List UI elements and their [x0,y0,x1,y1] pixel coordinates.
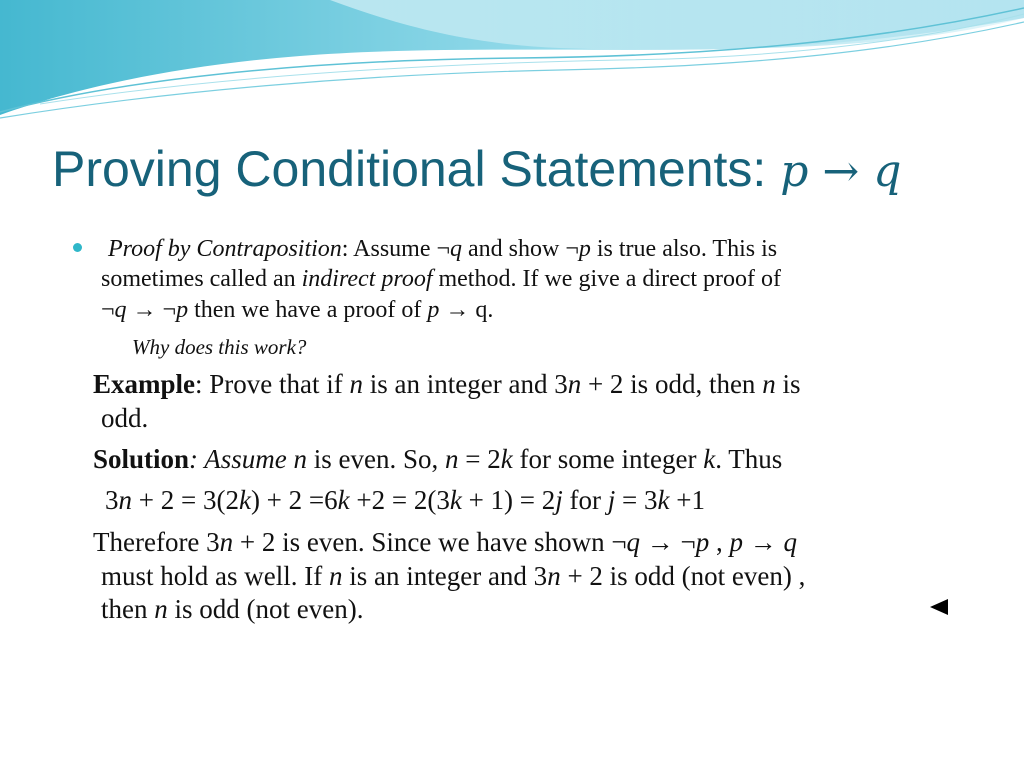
example-text: : Prove that if [195,369,350,399]
example-line-1 [93,369,800,400]
bullet-text: then we have a proof of [188,297,428,323]
equation-text: 3 [105,485,119,515]
solution-text: = 2 [458,444,501,474]
equation-text: + 2 = 3(2 [132,485,239,515]
var-k: k [703,444,716,474]
bullet-text: method. If we give a direct proof of [432,266,782,292]
var-q: q [114,297,127,323]
var-n: n [445,444,459,474]
bullet-text: sometimes called an [101,266,302,292]
bullet-line-1 [108,236,777,263]
example-text: is [775,369,801,399]
qed-triangle-icon [930,599,948,615]
example-text: + 2 is odd, then [581,369,763,399]
var-j: j [555,485,563,515]
therefore-text: is odd (not even). [167,594,364,624]
therefore-text: is an integer and 3 [342,561,548,591]
therefore-line-1 [93,527,797,558]
solution-label: Solution [93,444,190,474]
therefore-text: , [709,527,730,557]
var-q: q [450,236,463,262]
therefore-text: → ¬ [640,527,696,557]
bullet-text: is true also. This is [590,236,778,262]
therefore-text: + 2 is odd (not even) , [560,561,806,591]
therefore-text: then [101,594,155,624]
var-n: n [328,561,343,591]
bullet-text: → ¬ [126,297,177,323]
solution-text: is even. So, [307,444,446,474]
solution-text: . Thus [715,444,783,474]
var-n: n [567,369,582,399]
var-n: n [154,594,168,624]
solution-text: for some integer [512,444,704,474]
var-j: j [607,485,616,515]
bullet-text: → q. [439,297,494,323]
title-math: p → q [780,146,902,197]
var-p: p [729,527,744,557]
var-k: k [657,485,670,515]
bullet-dot-icon [73,243,82,252]
equation-text: +2 = 2(3 [349,485,450,515]
var-k: k [500,444,513,474]
var-p: p [578,236,591,262]
proof-method-name: Proof by Contraposition [108,236,342,262]
var-n: n [762,369,776,399]
title-text: Proving Conditional Statements: [52,141,781,197]
var-p: p [176,297,189,323]
equation-text: ) + 2 =6 [250,485,338,515]
example-line-2: odd. [101,403,149,433]
bullet-text: ¬ [101,297,115,323]
var-n: n [547,561,561,591]
solution-text: : Assume [189,444,294,474]
bullet-text: : Assume ¬ [341,236,451,262]
therefore-line-2 [101,561,805,592]
equation-text: = 3 [615,485,658,515]
example-label: Example [93,369,196,399]
slide-title [52,140,901,198]
equation-text: + 1) = 2 [461,485,556,515]
why-question: Why does this work? [132,335,307,359]
var-n: n [349,369,363,399]
indirect-proof-term: indirect proof [301,266,433,292]
var-p: p [695,527,710,557]
var-k: k [449,485,462,515]
equation-text: +1 [669,485,705,515]
therefore-text: + 2 is even. Since we have shown ¬ [233,527,627,557]
therefore-text: must hold as well. If [101,561,329,591]
solution-line [93,444,782,475]
var-q: q [783,527,798,557]
var-q: q [626,527,641,557]
therefore-text: → [743,527,784,557]
equation-line [105,485,705,516]
bullet-line-3 [101,297,493,324]
var-n: n [219,527,234,557]
var-n: n [118,485,132,515]
var-p: p [427,297,440,323]
equation-text: for [562,485,608,515]
bullet-text: and show ¬ [462,236,579,262]
var-n: n [293,444,308,474]
example-text: is an integer and 3 [363,369,568,399]
header-wave-decoration [0,0,1024,130]
var-k: k [337,485,350,515]
var-k: k [238,485,251,515]
therefore-text: Therefore 3 [93,527,220,557]
therefore-line-3 [101,594,363,625]
bullet-line-2 [101,266,781,293]
